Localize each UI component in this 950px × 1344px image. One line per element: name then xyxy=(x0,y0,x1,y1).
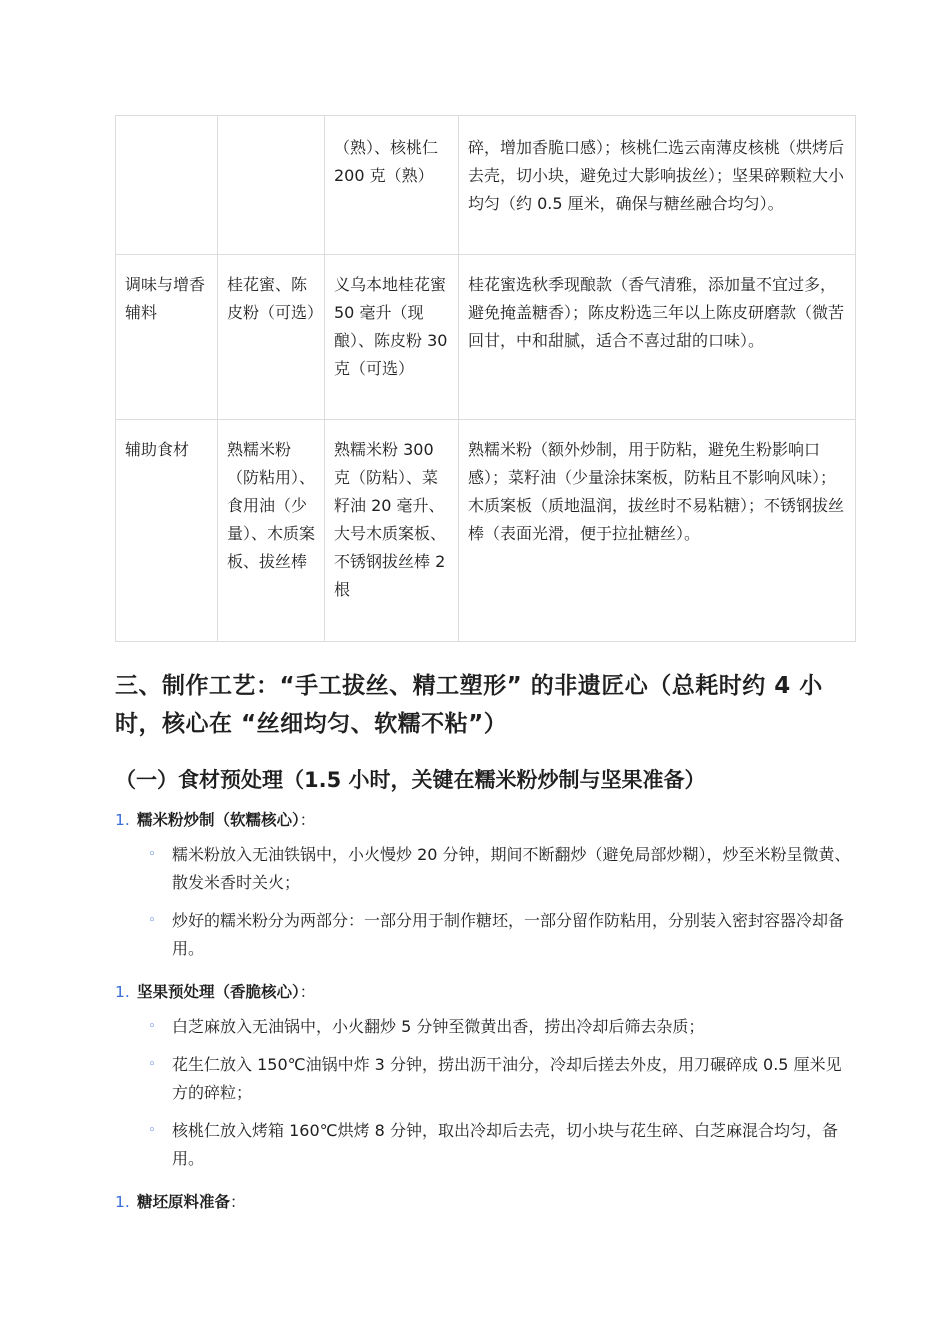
list-item xyxy=(148,1117,855,1173)
table-cell-amount: 熟糯米粉 300 克（防粘）、菜籽油 20 毫升、大号木质案板、不锈钢拔丝棒 2 根 xyxy=(325,420,459,642)
step-title: 坚果预处理（香脆核心） xyxy=(137,983,300,1001)
list-item-text: 花生仁放入 150℃油锅中炸 3 分钟，捞出沥干油分，冷却后搓去外皮，用刀碾碎成 0.5 厘米见方的碎粒； xyxy=(172,1055,842,1102)
step-item xyxy=(115,809,855,831)
document-page xyxy=(115,115,855,1213)
table-cell-notes: 熟糯米粉（额外炒制，用于防粘，避免生粉影响口感）；菜籽油（少量涂抹案板，防粘且不影响风味）；木质案板（质地温润，拔丝时不易粘糖）；不锈钢拔丝棒（表面光滑，便于拉扯糖丝）。 xyxy=(459,420,856,642)
step-sublist xyxy=(115,841,855,963)
bullet-icon: ◦ xyxy=(148,1123,156,1138)
list-item xyxy=(148,841,855,897)
list-item-text: 核桃仁放入烤箱 160℃烘烤 8 分钟，取出冷却后去壳，切小块与花生碎、白芝麻混合均匀，备用。 xyxy=(172,1121,838,1168)
table-cell-category xyxy=(116,116,218,255)
table-cell-notes: 碎，增加香脆口感）；核桃仁选云南薄皮核桃（烘烤后去壳，切小块，避免过大影响拔丝）；坚果碎颗粒大小均匀（约 0.5 厘米，确保与糖丝融合均匀）。 xyxy=(459,116,856,255)
step-colon: ： xyxy=(230,1193,246,1211)
list-item xyxy=(148,907,855,963)
table-cell-category: 辅助食材 xyxy=(116,420,218,642)
table-row xyxy=(116,420,856,642)
subsection-heading: （一）食材预处理（1.5 小时，关键在糯米粉炒制与坚果准备） xyxy=(115,768,706,792)
table-cell-category: 调味与增香辅料 xyxy=(116,255,218,420)
table-row xyxy=(116,255,856,420)
step-colon: ： xyxy=(299,811,316,829)
table-cell-notes: 桂花蜜选秋季现酿款（香气清雅，添加量不宜过多，避免掩盖糖香）；陈皮粉选三年以上陈皮研磨款（微苦回甘，中和甜腻，适合不喜过甜的口味）。 xyxy=(459,255,856,420)
step-item xyxy=(115,981,855,1003)
bullet-icon: ◦ xyxy=(148,847,156,862)
table-cell-amount: （熟）、核桃仁 200 克（熟） xyxy=(325,116,459,255)
table-row xyxy=(116,116,856,255)
table-cell-ingredients xyxy=(218,116,325,255)
step-number: 1. xyxy=(115,1193,130,1211)
section-heading: 三、制作工艺：“手工拔丝、精工塑形” 的非遗匠心（总耗时约 4 小时，核心在 “丝细均匀、软糯不粘”） xyxy=(115,673,823,737)
step-title: 糖坯原料准备 xyxy=(137,1193,231,1211)
bullet-icon: ◦ xyxy=(148,1019,156,1034)
table-cell-ingredients: 熟糯米粉（防粘用）、食用油（少量）、木质案板、拔丝棒 xyxy=(218,420,325,642)
list-item-text: 糯米粉放入无油铁锅中，小火慢炒 20 分钟，期间不断翻炒（避免局部炒糊），炒至米粉呈微黄、散发米香时关火； xyxy=(172,845,851,892)
step-number: 1. xyxy=(115,811,130,829)
table-cell-amount: 义乌本地桂花蜜 50 毫升（现酿）、陈皮粉 30 克（可选） xyxy=(325,255,459,420)
step-number: 1. xyxy=(115,983,130,1001)
table-cell-ingredients: 桂花蜜、陈皮粉（可选） xyxy=(218,255,325,420)
step-sublist xyxy=(115,1013,855,1173)
step-colon: ： xyxy=(299,983,316,1001)
step-item xyxy=(115,1191,855,1213)
bullet-icon: ◦ xyxy=(148,1057,156,1072)
list-item xyxy=(148,1051,855,1107)
ingredients-table xyxy=(115,115,856,642)
list-item xyxy=(148,1013,855,1041)
list-item-text: 炒好的糯米粉分为两部分：一部分用于制作糖坯，一部分留作防粘用，分别装入密封容器冷却备用。 xyxy=(172,911,845,958)
step-title: 糯米粉炒制（软糯核心） xyxy=(137,811,300,829)
bullet-icon: ◦ xyxy=(148,913,156,928)
list-item-text: 白芝麻放入无油锅中，小火翻炒 5 分钟至微黄出香，捞出冷却后筛去杂质； xyxy=(172,1017,705,1036)
